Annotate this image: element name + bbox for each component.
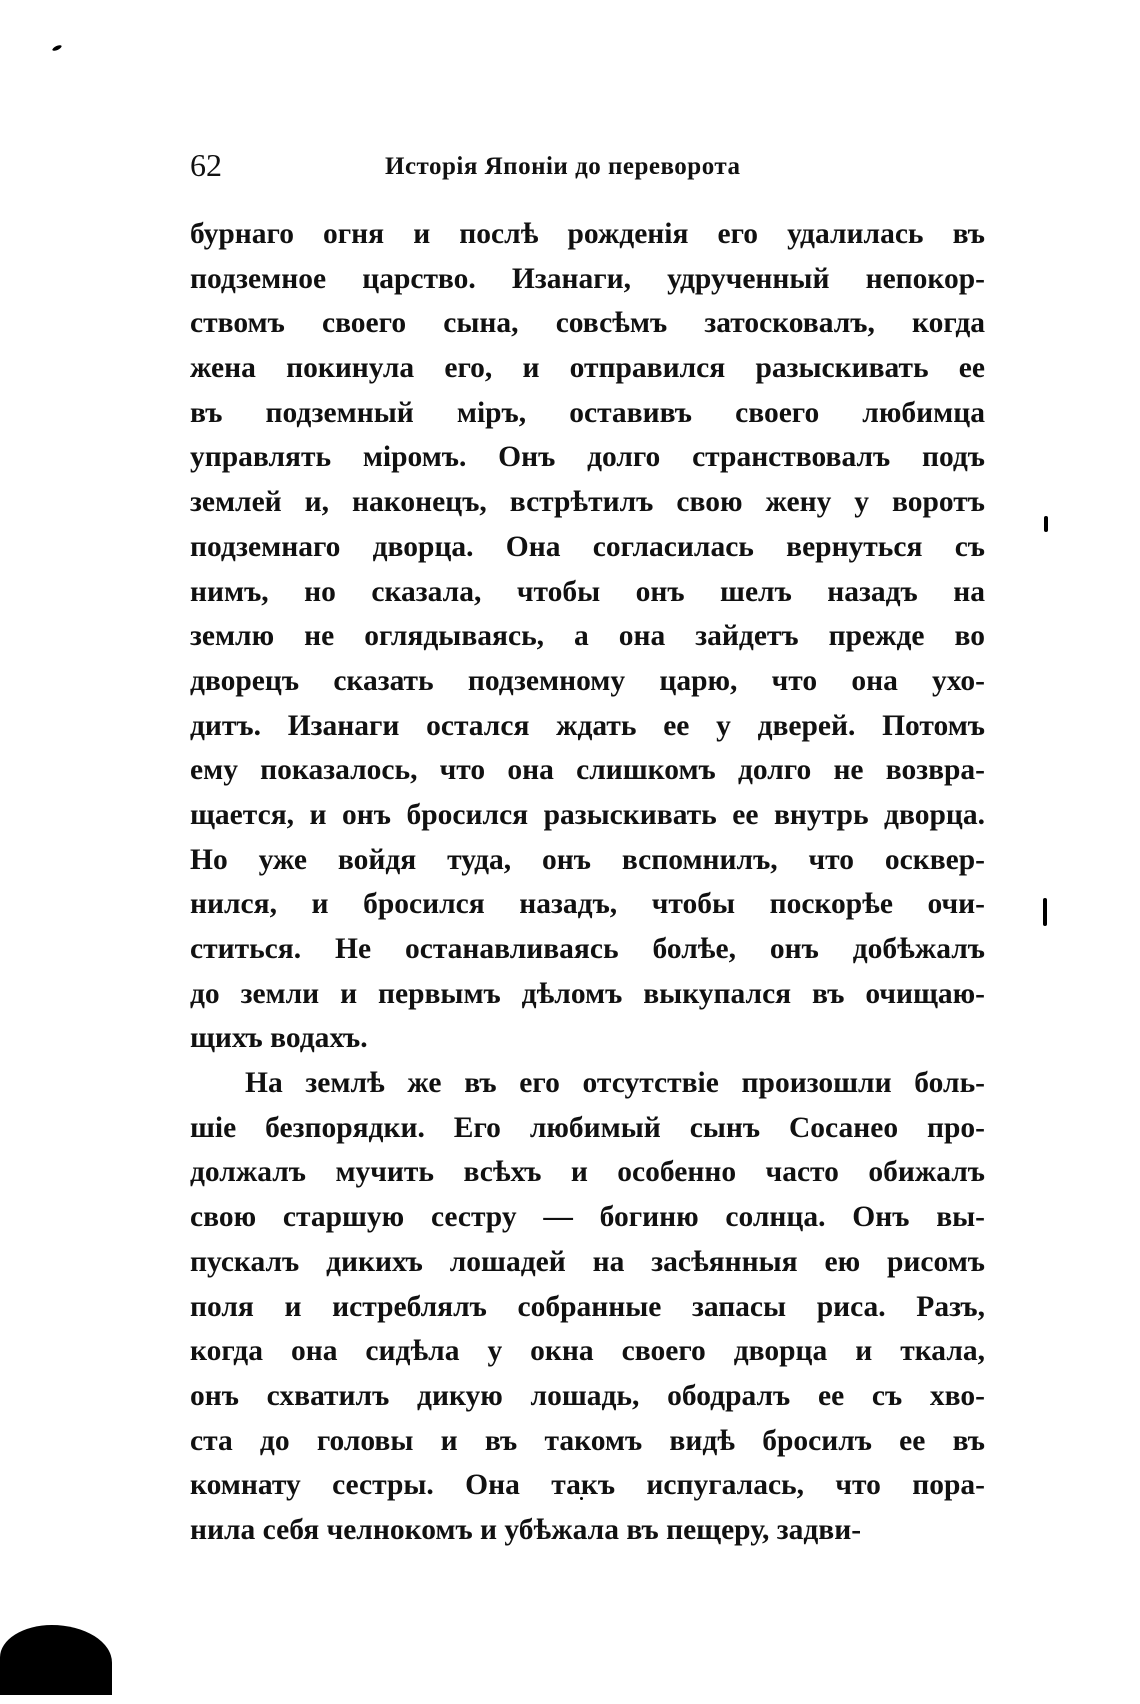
paragraph	[190, 1061, 985, 1553]
scan-mark-top-left	[52, 44, 63, 52]
text-line: ему показалось, что она слишкомъ долго не возвра-	[190, 754, 985, 787]
text-line: дитъ. Изанаги остался ждать ее у дверей. Потомъ	[190, 709, 985, 742]
text-line: онъ схватилъ дикую лошадь, ободралъ ее съ хво-	[190, 1379, 985, 1412]
text-line: На землѣ же въ его отсутствіе произошли боль-	[245, 1067, 985, 1100]
text-line: должалъ мучить всѣхъ и особенно часто обижалъ	[190, 1156, 985, 1189]
text-line: ста до головы и въ такомъ видѣ бросилъ ее въ	[190, 1424, 985, 1457]
text-line: когда она сидѣла у окна своего дворца и ткала,	[190, 1335, 985, 1368]
text-line: землей и, наконецъ, встрѣтилъ свою жену у воротъ	[190, 486, 985, 519]
text-line: пускалъ дикихъ лошадей на засѣянныя ею рисомъ	[190, 1245, 985, 1278]
text-line: нился, и бросился назадъ, чтобы поскорѣе очи-	[190, 888, 985, 921]
text-line: до земли и первымъ дѣломъ выкупался въ очищаю-	[190, 977, 985, 1010]
paragraph	[190, 212, 985, 1061]
text-line: свою старшую сестру — богиню солнца. Онъ вы-	[190, 1201, 985, 1234]
text-line: комнату сестры. Она такъ испугалась, что пора-	[190, 1469, 985, 1502]
scan-mark-right-1	[1044, 516, 1048, 532]
text-line: бурнаго огня и послѣ рожденія его удалилась въ	[190, 218, 985, 250]
running-head	[190, 145, 990, 195]
text-line: управлять міромъ. Онъ долго странствовалъ подъ	[190, 441, 985, 474]
text-line: ствомъ своего сына, совсѣмъ затосковалъ, когда	[190, 307, 985, 340]
text-line: щихъ водахъ.	[190, 1022, 368, 1055]
text-line: подземное царство. Изанаги, удрученный непокор-	[190, 262, 985, 295]
running-title: Исторія Японіи до переворота	[385, 153, 741, 180]
scan-mark-right-2	[1043, 898, 1047, 926]
text-line: подземнаго дворца. Она согласилась вернуться съ	[190, 530, 985, 563]
text-line: Но уже войдя туда, онъ вспомнилъ, что осквер-	[190, 843, 985, 876]
text-line: щается, и онъ бросился разыскивать ее внутрь дворца.	[190, 798, 985, 831]
text-line: нила себя челнокомъ и убѣжала въ пещеру, задви-	[190, 1513, 862, 1546]
text-line: въ подземный міръ, оставивъ своего любимца	[190, 396, 985, 429]
text-line: поля и истреблялъ собранные запасы риса. Разъ,	[190, 1290, 985, 1323]
scan-mark-bottom-left	[0, 1625, 112, 1695]
text-line: шіе безпорядки. Его любимый сынъ Сосанео про-	[190, 1111, 985, 1144]
text-line: нимъ, но сказала, чтобы онъ шелъ назадъ на	[190, 575, 985, 608]
body-text	[190, 212, 985, 1553]
page-number: 62	[190, 147, 222, 183]
text-line: ститься. Не останавливаясь болѣе, онъ добѣжалъ	[190, 933, 985, 965]
text-line: дворецъ сказать подземному царю, что она ухо-	[190, 664, 985, 697]
text-line: землю не оглядываясь, а она зайдетъ прежде во	[190, 620, 985, 653]
text-line: жена покинула его, и отправился разыскивать ее	[190, 352, 985, 385]
